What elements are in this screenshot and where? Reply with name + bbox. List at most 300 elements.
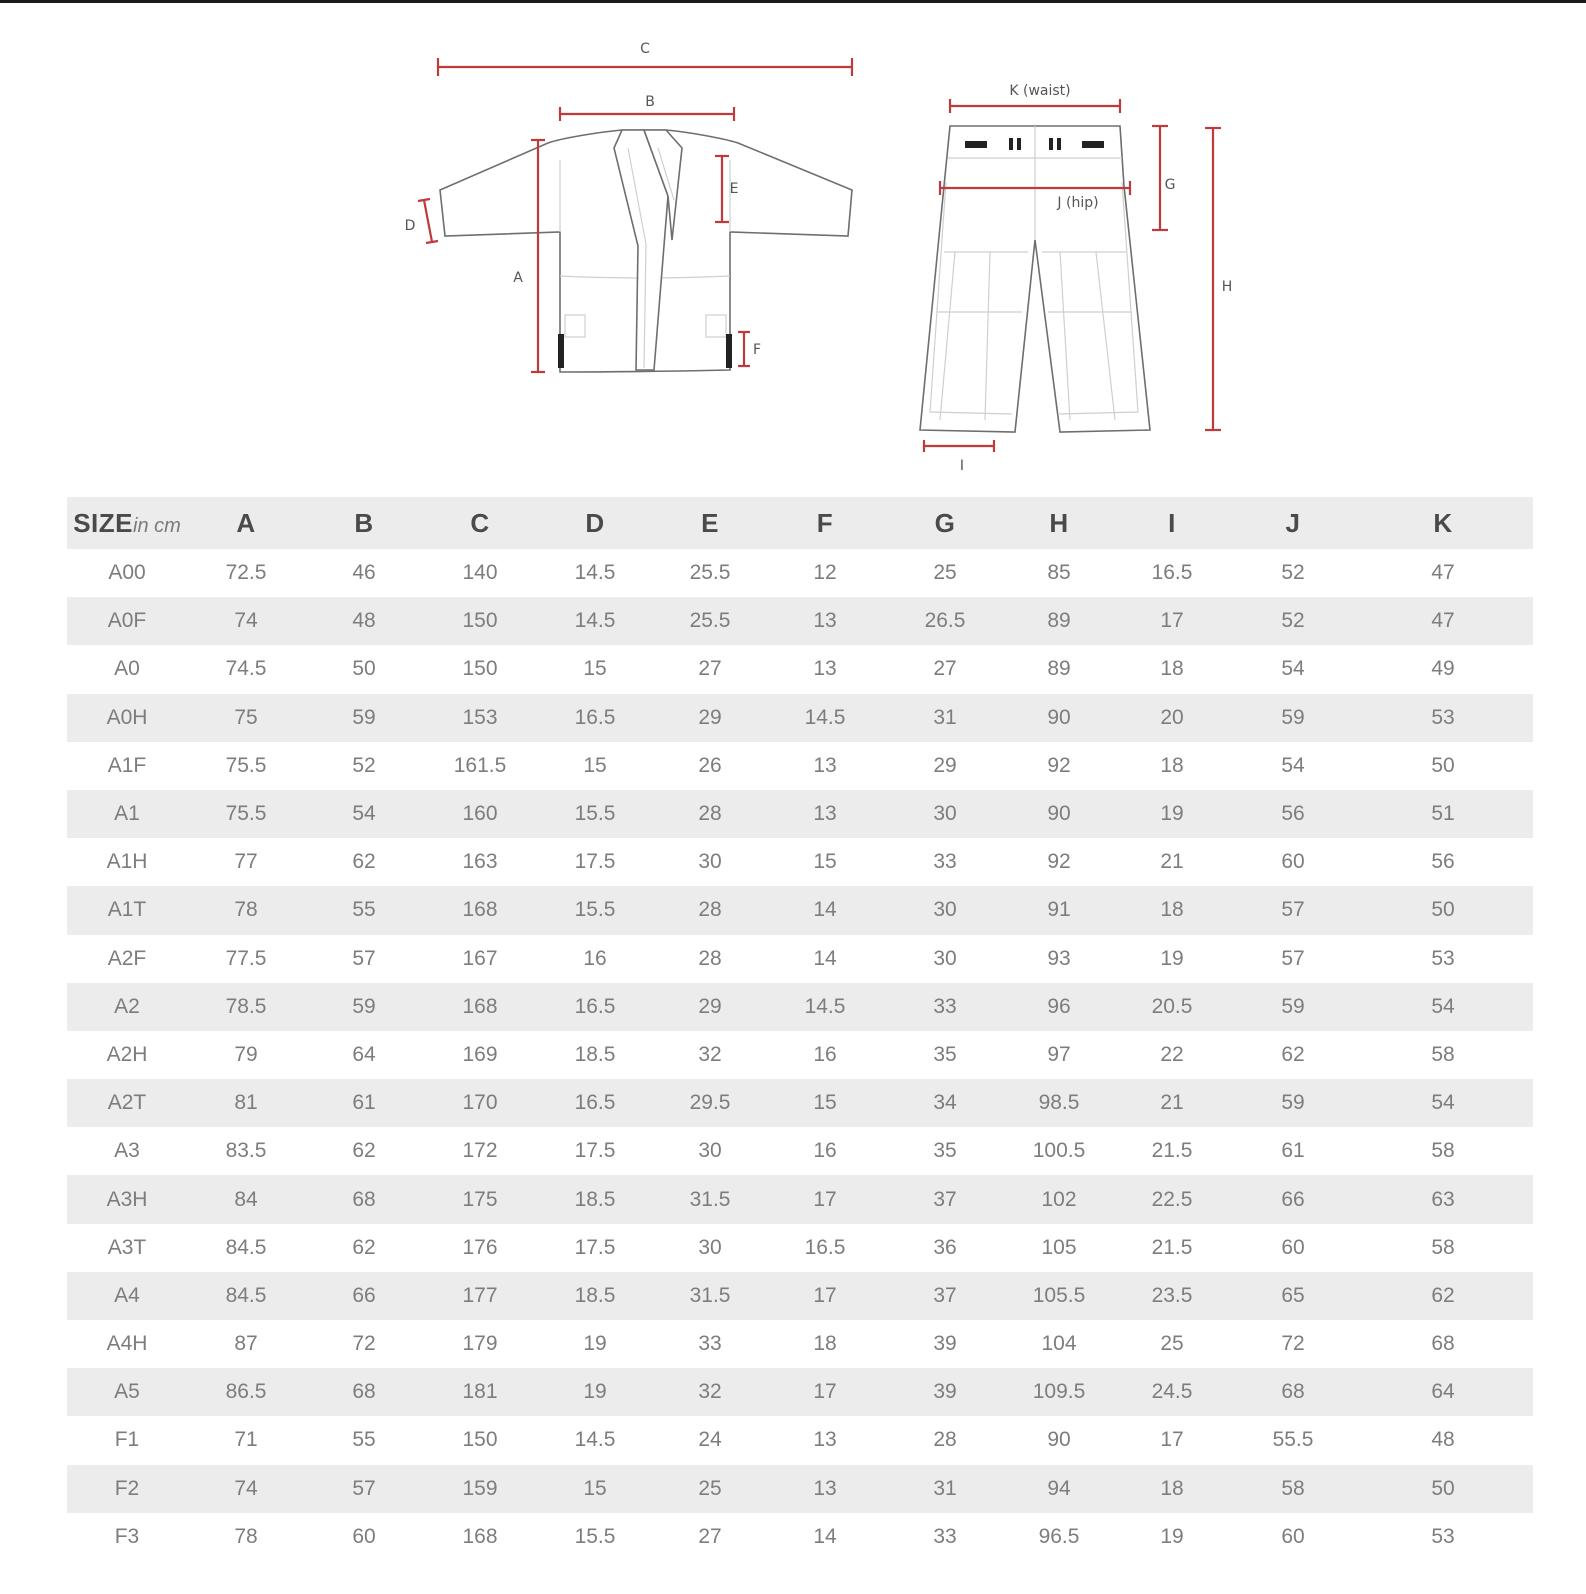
- table-row: [67, 886, 1533, 934]
- measurement-cell: 29: [933, 753, 957, 777]
- column-header: I: [1168, 507, 1176, 538]
- measurement-cell: 64: [1431, 1380, 1455, 1404]
- measurement-cell: 104: [1041, 1332, 1077, 1356]
- measurement-cell: 65: [1281, 1283, 1305, 1307]
- measurement-cell: 14.5: [804, 994, 846, 1018]
- measurement-cell: 56: [1281, 802, 1305, 826]
- measurement-cell: 53: [1431, 1524, 1455, 1548]
- measurement-cell: 170: [462, 1091, 498, 1115]
- measurement-cell: 49: [1431, 657, 1455, 681]
- measurement-cell: 77.5: [225, 946, 267, 970]
- measurement-cell: 56: [1431, 850, 1455, 874]
- measurement-cell: 29: [698, 994, 722, 1018]
- column-header: K: [1433, 507, 1453, 538]
- measurement-cell: 17.5: [574, 1235, 616, 1259]
- measurement-cell: 29.5: [689, 1091, 731, 1115]
- size-cell: A0H: [106, 705, 148, 729]
- measurement-cell: 59: [1281, 1091, 1305, 1115]
- measurement-cell: 32: [698, 1380, 722, 1404]
- measurement-cell: 163: [462, 850, 498, 874]
- measurement-cell: 16: [813, 1139, 837, 1163]
- label-f: F: [752, 342, 762, 358]
- measurement-cell: 13: [813, 1476, 837, 1500]
- measurement-cell: 26: [698, 753, 722, 777]
- measurement-cell: 24: [698, 1428, 722, 1452]
- measurement-cell: 75.5: [225, 753, 267, 777]
- measurement-cell: 54: [1431, 1091, 1455, 1115]
- size-cell: A2H: [106, 1042, 148, 1066]
- column-header: B: [354, 507, 374, 538]
- measurement-cell: 50: [352, 657, 376, 681]
- column-header: F: [816, 507, 834, 538]
- label-a: A: [513, 270, 523, 286]
- measurement-cell: 68: [1431, 1332, 1455, 1356]
- measurement-cell: 18.5: [574, 1042, 616, 1066]
- jacket-illustration: [440, 130, 852, 372]
- measurement-cell: 58: [1281, 1476, 1305, 1500]
- measurement-cell: 27: [933, 657, 957, 681]
- measurement-cell: 48: [1431, 1428, 1455, 1452]
- measurement-cell: 17: [1160, 1428, 1184, 1452]
- measurement-cell: 39: [933, 1332, 957, 1356]
- size-cell: F3: [114, 1524, 140, 1548]
- measurement-cell: 18: [1160, 1476, 1184, 1500]
- measurement-cell: 60: [1281, 1235, 1305, 1259]
- measurement-cell: 75.5: [225, 802, 267, 826]
- label-j: J (hip): [1057, 195, 1099, 211]
- measurement-cell: 18: [1160, 898, 1184, 922]
- measurement-cell: 22: [1160, 1042, 1184, 1066]
- measurement-cell: 62: [352, 1235, 376, 1259]
- measurement-cell: 57: [1281, 898, 1305, 922]
- measurement-cell: 50: [1431, 753, 1455, 777]
- size-cell: A5: [114, 1380, 140, 1404]
- measurement-cell: 13: [813, 609, 837, 633]
- measurement-cell: 31: [933, 705, 957, 729]
- measurement-cell: 159: [462, 1476, 498, 1500]
- measurement-cell: 24.5: [1151, 1380, 1193, 1404]
- measurement-cell: 14: [813, 898, 837, 922]
- column-header: J: [1285, 507, 1301, 538]
- measurement-cell: 79: [234, 1042, 258, 1066]
- table-body: [67, 549, 1533, 1561]
- measurement-cell: 54: [1281, 657, 1305, 681]
- dimension-g: [1152, 126, 1175, 230]
- measurement-cell: 47: [1431, 609, 1455, 633]
- measurement-cell: 16: [583, 946, 607, 970]
- measurement-cell: 71: [234, 1428, 258, 1452]
- measurement-cell: 90: [1047, 1428, 1071, 1452]
- measurement-cell: 74: [234, 609, 258, 633]
- measurement-cell: 13: [813, 1428, 837, 1452]
- measurement-cell: 16.5: [574, 994, 616, 1018]
- measurement-cell: 52: [1281, 561, 1305, 585]
- measurement-cell: 37: [933, 1187, 957, 1211]
- measurement-cell: 75: [234, 705, 258, 729]
- measurement-cell: 89: [1047, 657, 1071, 681]
- header-row: [67, 497, 1533, 549]
- measurement-cell: 61: [1281, 1139, 1305, 1163]
- table-row: [67, 1272, 1533, 1320]
- measurement-cell: 167: [462, 946, 498, 970]
- measurement-cell: 25: [933, 561, 957, 585]
- measurement-cell: 16.5: [574, 1091, 616, 1115]
- measurement-cell: 16.5: [1151, 561, 1193, 585]
- measurement-cell: 90: [1047, 705, 1071, 729]
- measurement-cell: 60: [1281, 1524, 1305, 1548]
- measurement-cell: 20.5: [1151, 994, 1193, 1018]
- measurement-cell: 92: [1047, 850, 1071, 874]
- measurement-cell: 25.5: [689, 609, 731, 633]
- measurement-cell: 15: [813, 850, 837, 874]
- measurement-cell: 84.5: [225, 1235, 267, 1259]
- measurement-cell: 17: [813, 1283, 837, 1307]
- measurement-cell: 72.5: [225, 561, 267, 585]
- measurement-cell: 33: [698, 1332, 722, 1356]
- measurement-cell: 15: [583, 1476, 607, 1500]
- measurement-cell: 100.5: [1032, 1139, 1086, 1163]
- measurement-cell: 15: [813, 1091, 837, 1115]
- measurement-cell: 161.5: [453, 753, 507, 777]
- measurement-cell: 50: [1431, 898, 1455, 922]
- measurement-cell: 31: [933, 1476, 957, 1500]
- measurement-cell: 30: [698, 1139, 722, 1163]
- measurement-cell: 92: [1047, 753, 1071, 777]
- measurement-cell: 96: [1047, 994, 1071, 1018]
- measurement-cell: 105.5: [1032, 1283, 1086, 1307]
- size-diagram: [0, 0, 1586, 490]
- measurement-cell: 18: [1160, 753, 1184, 777]
- dimension-i: [924, 440, 994, 474]
- measurement-cell: 22.5: [1151, 1187, 1193, 1211]
- label-k: K (waist): [1009, 83, 1071, 99]
- measurement-cell: 93: [1047, 946, 1071, 970]
- measurement-cell: 66: [1281, 1187, 1305, 1211]
- size-cell: A2T: [107, 1091, 147, 1115]
- column-header: E: [701, 507, 719, 538]
- measurement-cell: 52: [352, 753, 376, 777]
- measurement-cell: 54: [352, 802, 376, 826]
- measurement-cell: 57: [352, 1476, 376, 1500]
- measurement-cell: 168: [462, 994, 498, 1018]
- measurement-cell: 46: [352, 561, 376, 585]
- measurement-cell: 13: [813, 802, 837, 826]
- measurement-cell: 37: [933, 1283, 957, 1307]
- size-cell: A3: [114, 1139, 140, 1163]
- measurement-cell: 14.5: [804, 705, 846, 729]
- pants-illustration: [920, 126, 1150, 432]
- measurement-cell: 109.5: [1032, 1380, 1086, 1404]
- measurement-cell: 59: [1281, 994, 1305, 1018]
- measurement-cell: 150: [462, 609, 498, 633]
- measurement-cell: 14.5: [574, 609, 616, 633]
- measurement-cell: 33: [933, 994, 957, 1018]
- measurement-cell: 39: [933, 1380, 957, 1404]
- measurement-cell: 97: [1047, 1042, 1071, 1066]
- measurement-cell: 68: [352, 1380, 376, 1404]
- dimension-k: [950, 83, 1120, 113]
- measurement-cell: 74: [234, 1476, 258, 1500]
- table-row: [67, 694, 1533, 742]
- measurement-cell: 62: [352, 1139, 376, 1163]
- measurement-cell: 72: [1281, 1332, 1305, 1356]
- measurement-cell: 34: [933, 1091, 957, 1115]
- measurement-cell: 60: [352, 1524, 376, 1548]
- measurement-cell: 54: [1431, 994, 1455, 1018]
- measurement-cell: 53: [1431, 705, 1455, 729]
- measurement-cell: 16.5: [574, 705, 616, 729]
- table-row: [67, 1513, 1533, 1561]
- measurement-cell: 14: [813, 946, 837, 970]
- measurement-cell: 140: [462, 561, 498, 585]
- measurement-cell: 16.5: [804, 1235, 846, 1259]
- measurement-cell: 102: [1041, 1187, 1077, 1211]
- measurement-cell: 31.5: [689, 1283, 731, 1307]
- table-row: [67, 1175, 1533, 1223]
- measurement-cell: 21: [1160, 850, 1184, 874]
- measurement-cell: 66: [352, 1283, 376, 1307]
- measurement-cell: 35: [933, 1042, 957, 1066]
- measurement-cell: 17: [813, 1187, 837, 1211]
- table-row: [67, 935, 1533, 983]
- measurement-cell: 15.5: [574, 1524, 616, 1548]
- measurement-cell: 55.5: [1272, 1428, 1314, 1452]
- table-row: [67, 1079, 1533, 1127]
- size-cell: A00: [108, 561, 146, 585]
- size-cell: A0F: [107, 609, 147, 633]
- measurement-cell: 153: [462, 705, 498, 729]
- measurement-cell: 59: [352, 994, 376, 1018]
- measurement-cell: 169: [462, 1042, 498, 1066]
- measurement-cell: 168: [462, 898, 498, 922]
- measurement-cell: 25: [698, 1476, 722, 1500]
- measurement-cell: 98.5: [1038, 1091, 1080, 1115]
- measurement-cell: 28: [698, 898, 722, 922]
- measurement-cell: 87: [234, 1332, 258, 1356]
- measurement-cell: 77: [234, 850, 258, 874]
- measurement-cell: 48: [352, 609, 376, 633]
- size-label: SIZE: [73, 507, 133, 538]
- measurement-cell: 14.5: [574, 1428, 616, 1452]
- measurement-cell: 59: [352, 705, 376, 729]
- measurement-cell: 12: [813, 561, 837, 585]
- measurement-cell: 50: [1431, 1476, 1455, 1500]
- measurement-cell: 21.5: [1151, 1139, 1193, 1163]
- size-cell: A1T: [107, 898, 147, 922]
- measurement-cell: 84.5: [225, 1283, 267, 1307]
- measurement-cell: 84: [234, 1187, 258, 1211]
- measurement-cell: 26.5: [924, 609, 966, 633]
- column-header: A: [236, 507, 256, 538]
- measurement-cell: 30: [933, 898, 957, 922]
- measurement-cell: 72: [352, 1332, 376, 1356]
- measurement-cell: 179: [462, 1332, 498, 1356]
- dimension-c: [438, 41, 852, 76]
- measurement-cell: 13: [813, 753, 837, 777]
- measurement-cell: 64: [352, 1042, 376, 1066]
- measurement-cell: 14: [813, 1524, 837, 1548]
- measurement-cell: 68: [352, 1187, 376, 1211]
- column-header: G: [934, 507, 956, 538]
- measurement-cell: 33: [933, 850, 957, 874]
- measurement-cell: 35: [933, 1139, 957, 1163]
- measurement-cell: 59: [1281, 705, 1305, 729]
- measurement-cell: 78.5: [225, 994, 267, 1018]
- measurement-cell: 81: [234, 1091, 258, 1115]
- table-row: [67, 597, 1533, 645]
- measurement-cell: 53: [1431, 946, 1455, 970]
- measurement-cell: 85: [1047, 561, 1071, 585]
- table-row: [67, 1224, 1533, 1272]
- measurement-cell: 62: [1431, 1283, 1455, 1307]
- measurement-cell: 78: [234, 1524, 258, 1548]
- measurement-cell: 31.5: [689, 1187, 731, 1211]
- label-b: B: [645, 94, 655, 110]
- measurement-cell: 13: [813, 657, 837, 681]
- table-row: [67, 742, 1533, 790]
- measurement-cell: 19: [583, 1380, 607, 1404]
- size-cell: F1: [114, 1428, 140, 1452]
- measurement-cell: 30: [933, 946, 957, 970]
- table-row: [67, 1127, 1533, 1175]
- measurement-cell: 17: [813, 1380, 837, 1404]
- measurement-cell: 172: [462, 1139, 498, 1163]
- measurement-cell: 15: [583, 753, 607, 777]
- measurement-cell: 89: [1047, 609, 1071, 633]
- measurement-cell: 68: [1281, 1380, 1305, 1404]
- measurement-cell: 94: [1047, 1476, 1071, 1500]
- measurement-cell: 105: [1041, 1235, 1077, 1259]
- measurement-cell: 86.5: [225, 1380, 267, 1404]
- measurement-cell: 74.5: [225, 657, 267, 681]
- table-row: [67, 645, 1533, 693]
- measurement-cell: 15: [583, 657, 607, 681]
- measurement-cell: 33: [933, 1524, 957, 1548]
- column-header: H: [1049, 507, 1069, 538]
- measurement-cell: 181: [462, 1380, 498, 1404]
- label-h: H: [1221, 279, 1233, 295]
- size-cell: A1: [114, 802, 140, 826]
- measurement-cell: 78: [234, 898, 258, 922]
- table-row: [67, 1416, 1533, 1464]
- measurement-cell: 176: [462, 1235, 498, 1259]
- measurement-cell: 90: [1047, 802, 1071, 826]
- measurement-cell: 52: [1281, 609, 1305, 633]
- measurement-cell: 19: [1160, 946, 1184, 970]
- table-row: [67, 1368, 1533, 1416]
- size-column-header: [67, 497, 187, 549]
- measurement-cell: 23.5: [1151, 1283, 1193, 1307]
- size-chart-table: [67, 497, 1533, 1561]
- size-cell: A2F: [107, 946, 147, 970]
- dimension-h: [1205, 128, 1232, 430]
- dimension-d: [405, 199, 438, 243]
- label-d: D: [404, 218, 416, 234]
- measurement-cell: 25: [1160, 1332, 1184, 1356]
- label-i: I: [959, 458, 965, 474]
- measurement-cell: 150: [462, 657, 498, 681]
- measurement-cell: 21: [1160, 1091, 1184, 1115]
- column-header: D: [585, 507, 605, 538]
- measurement-cell: 19: [1160, 802, 1184, 826]
- size-cell: A3H: [106, 1187, 148, 1211]
- measurement-cell: 30: [698, 850, 722, 874]
- table-row: [67, 838, 1533, 886]
- dimension-f: [738, 332, 761, 366]
- measurement-cell: 62: [1281, 1042, 1305, 1066]
- measurement-cell: 28: [698, 946, 722, 970]
- size-cell: A1H: [106, 850, 148, 874]
- size-cell: A4: [114, 1283, 140, 1307]
- table-row: [67, 1031, 1533, 1079]
- measurement-cell: 17: [1160, 609, 1184, 633]
- label-e: E: [729, 181, 739, 197]
- measurement-cell: 20: [1160, 705, 1184, 729]
- size-cell: A2: [114, 994, 140, 1018]
- measurement-cell: 55: [352, 898, 376, 922]
- measurement-cell: 27: [698, 657, 722, 681]
- measurement-cell: 29: [698, 705, 722, 729]
- size-cell: F2: [114, 1476, 140, 1500]
- measurement-cell: 30: [933, 802, 957, 826]
- measurement-cell: 18.5: [574, 1283, 616, 1307]
- label-g: G: [1164, 177, 1176, 193]
- measurement-cell: 177: [462, 1283, 498, 1307]
- measurement-cell: 17.5: [574, 850, 616, 874]
- table-row: [67, 1320, 1533, 1368]
- measurement-cell: 60: [1281, 850, 1305, 874]
- measurement-cell: 17.5: [574, 1139, 616, 1163]
- size-cell: A3T: [107, 1235, 147, 1259]
- measurement-cell: 168: [462, 1524, 498, 1548]
- unit-label: in cm: [133, 514, 181, 537]
- measurement-cell: 36: [933, 1235, 957, 1259]
- measurement-cell: 14.5: [574, 561, 616, 585]
- measurement-cell: 28: [933, 1428, 957, 1452]
- measurement-cell: 28: [698, 802, 722, 826]
- dimension-b: [560, 94, 734, 121]
- measurement-cell: 58: [1431, 1235, 1455, 1259]
- measurement-cell: 55: [352, 1428, 376, 1452]
- measurement-cell: 150: [462, 1428, 498, 1452]
- measurement-cell: 30: [698, 1235, 722, 1259]
- measurement-cell: 21.5: [1151, 1235, 1193, 1259]
- measurement-cell: 32: [698, 1042, 722, 1066]
- measurement-cell: 96.5: [1038, 1524, 1080, 1548]
- size-cell: A4H: [106, 1332, 148, 1356]
- measurement-cell: 58: [1431, 1139, 1455, 1163]
- measurement-cell: 57: [1281, 946, 1305, 970]
- size-cell: A0: [114, 657, 140, 681]
- measurement-cell: 61: [352, 1091, 376, 1115]
- measurement-cell: 16: [813, 1042, 837, 1066]
- measurement-cell: 58: [1431, 1042, 1455, 1066]
- measurement-cell: 91: [1047, 898, 1071, 922]
- measurement-cell: 175: [462, 1187, 498, 1211]
- label-c: C: [640, 41, 650, 57]
- measurement-cell: 19: [1160, 1524, 1184, 1548]
- column-header: C: [470, 507, 490, 538]
- size-cell: A1F: [107, 753, 147, 777]
- table-row: [67, 983, 1533, 1031]
- measurement-cell: 25.5: [689, 561, 731, 585]
- table-row: [67, 1465, 1533, 1513]
- measurement-cell: 15.5: [574, 802, 616, 826]
- measurement-cell: 51: [1431, 802, 1455, 826]
- measurement-cell: 19: [583, 1332, 607, 1356]
- measurement-cell: 18.5: [574, 1187, 616, 1211]
- measurement-cell: 62: [352, 850, 376, 874]
